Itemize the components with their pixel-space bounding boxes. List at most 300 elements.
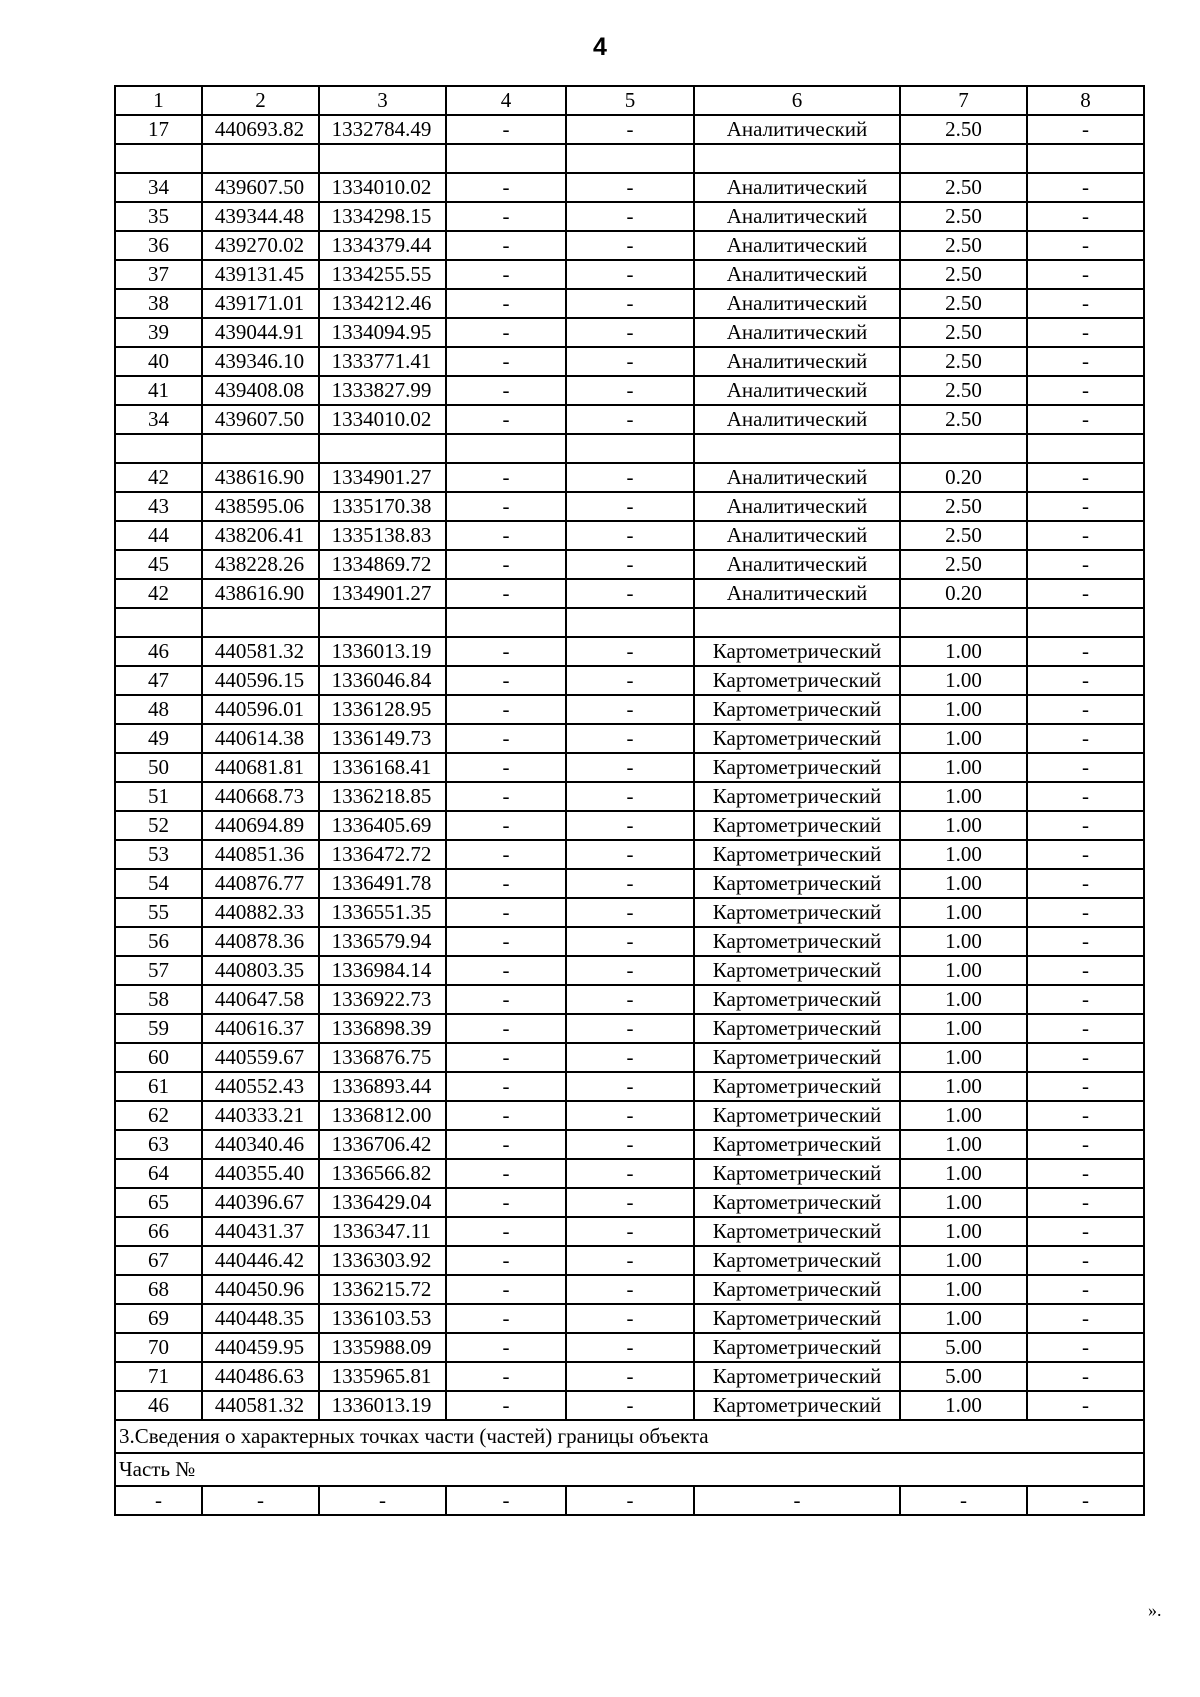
- col8-cell: -: [1027, 405, 1144, 434]
- method-cell: Аналитический: [694, 463, 900, 492]
- x-coordinate-cell: 440431.37: [202, 1217, 319, 1246]
- x-coordinate-cell: 440616.37: [202, 1014, 319, 1043]
- table-row: [115, 1130, 1144, 1159]
- x-coordinate-cell: 439607.50: [202, 173, 319, 202]
- x-coordinate-cell: 440448.35: [202, 1304, 319, 1333]
- accuracy-cell: 1.00: [900, 1072, 1027, 1101]
- method-cell: Картометрический: [694, 695, 900, 724]
- col4-cell: -: [446, 1246, 566, 1275]
- point-number-cell: 42: [115, 463, 202, 492]
- table-row: [115, 1159, 1144, 1188]
- method-cell: Аналитический: [694, 492, 900, 521]
- col5-cell: -: [566, 405, 694, 434]
- table-row: [115, 579, 1144, 608]
- col5-cell: -: [566, 927, 694, 956]
- col5-cell: -: [566, 521, 694, 550]
- accuracy-cell: 1.00: [900, 811, 1027, 840]
- point-number-cell: 38: [115, 289, 202, 318]
- col8-cell: [1027, 608, 1144, 637]
- col4-cell: -: [446, 1333, 566, 1362]
- col5-cell: -: [566, 1217, 694, 1246]
- y-coordinate-cell: 1332784.49: [319, 115, 446, 144]
- point-number-cell: 47: [115, 666, 202, 695]
- method-cell: Аналитический: [694, 115, 900, 144]
- col8-cell: -: [1027, 1130, 1144, 1159]
- col4-cell: -: [446, 637, 566, 666]
- y-coordinate-cell: 1336046.84: [319, 666, 446, 695]
- part-cell: -: [319, 1486, 446, 1515]
- col5-cell: -: [566, 289, 694, 318]
- col8-cell: -: [1027, 1362, 1144, 1391]
- accuracy-cell: 5.00: [900, 1362, 1027, 1391]
- part-cell: -: [446, 1486, 566, 1515]
- accuracy-cell: 2.50: [900, 492, 1027, 521]
- table-row: [115, 144, 1144, 173]
- col4-cell: -: [446, 405, 566, 434]
- accuracy-cell: 2.50: [900, 202, 1027, 231]
- col5-cell: -: [566, 869, 694, 898]
- point-number-cell: 57: [115, 956, 202, 985]
- point-number-cell: 59: [115, 1014, 202, 1043]
- col8-cell: -: [1027, 1101, 1144, 1130]
- accuracy-cell: 2.50: [900, 173, 1027, 202]
- point-number-cell: 56: [115, 927, 202, 956]
- accuracy-cell: 1.00: [900, 782, 1027, 811]
- accuracy-cell: 2.50: [900, 376, 1027, 405]
- table-row: [115, 869, 1144, 898]
- col4-cell: -: [446, 550, 566, 579]
- method-cell: [694, 608, 900, 637]
- col4-cell: -: [446, 1304, 566, 1333]
- y-coordinate-cell: 1335138.83: [319, 521, 446, 550]
- col5-cell: -: [566, 666, 694, 695]
- col4-cell: -: [446, 898, 566, 927]
- method-cell: Аналитический: [694, 173, 900, 202]
- method-cell: Картометрический: [694, 956, 900, 985]
- accuracy-cell: 2.50: [900, 550, 1027, 579]
- accuracy-cell: 2.50: [900, 115, 1027, 144]
- closing-quote-mark: ».: [1148, 1600, 1162, 1620]
- col8-cell: -: [1027, 1043, 1144, 1072]
- table-row: [115, 1246, 1144, 1275]
- col5-cell: -: [566, 347, 694, 376]
- table-row: [115, 347, 1144, 376]
- y-coordinate-cell: 1335988.09: [319, 1333, 446, 1362]
- y-coordinate-cell: 1336579.94: [319, 927, 446, 956]
- method-cell: Картометрический: [694, 1333, 900, 1362]
- col8-cell: -: [1027, 550, 1144, 579]
- part-row: [115, 1486, 1144, 1515]
- table-row: [115, 1362, 1144, 1391]
- point-number-cell: 35: [115, 202, 202, 231]
- method-cell: Картометрический: [694, 1362, 900, 1391]
- table-row: [115, 724, 1144, 753]
- col4-cell: -: [446, 753, 566, 782]
- col8-cell: -: [1027, 1304, 1144, 1333]
- method-cell: Картометрический: [694, 985, 900, 1014]
- x-coordinate-cell: 440803.35: [202, 956, 319, 985]
- x-coordinate-cell: 440878.36: [202, 927, 319, 956]
- method-cell: Картометрический: [694, 1391, 900, 1420]
- table-body: [115, 86, 1144, 1515]
- accuracy-cell: 2.50: [900, 405, 1027, 434]
- accuracy-cell: 1.00: [900, 666, 1027, 695]
- col4-cell: -: [446, 869, 566, 898]
- method-cell: Картометрический: [694, 1246, 900, 1275]
- accuracy-cell: [900, 608, 1027, 637]
- y-coordinate-cell: 1334010.02: [319, 405, 446, 434]
- col8-cell: -: [1027, 840, 1144, 869]
- col4-cell: -: [446, 1362, 566, 1391]
- col5-cell: -: [566, 1188, 694, 1217]
- x-coordinate-cell: 439131.45: [202, 260, 319, 289]
- x-coordinate-cell: 438616.90: [202, 579, 319, 608]
- x-coordinate-cell: [202, 608, 319, 637]
- col5-cell: -: [566, 1333, 694, 1362]
- x-coordinate-cell: 440486.63: [202, 1362, 319, 1391]
- x-coordinate-cell: 438595.06: [202, 492, 319, 521]
- x-coordinate-cell: 440450.96: [202, 1275, 319, 1304]
- y-coordinate-cell: 1334901.27: [319, 579, 446, 608]
- x-coordinate-cell: 440668.73: [202, 782, 319, 811]
- method-cell: Аналитический: [694, 260, 900, 289]
- col8-cell: [1027, 144, 1144, 173]
- col5-cell: -: [566, 376, 694, 405]
- point-number-cell: 70: [115, 1333, 202, 1362]
- y-coordinate-cell: 1336876.75: [319, 1043, 446, 1072]
- boundary-points-table: [114, 85, 1145, 1516]
- col8-cell: -: [1027, 637, 1144, 666]
- col8-cell: -: [1027, 202, 1144, 231]
- col8-cell: -: [1027, 1275, 1144, 1304]
- page-number: 4: [593, 33, 607, 61]
- col8-cell: -: [1027, 231, 1144, 260]
- col5-cell: -: [566, 260, 694, 289]
- col8-cell: -: [1027, 173, 1144, 202]
- point-number-cell: 63: [115, 1130, 202, 1159]
- y-coordinate-cell: 1336215.72: [319, 1275, 446, 1304]
- col8-cell: -: [1027, 782, 1144, 811]
- col4-cell: -: [446, 521, 566, 550]
- x-coordinate-cell: 440876.77: [202, 869, 319, 898]
- accuracy-cell: 1.00: [900, 1101, 1027, 1130]
- point-number-cell: 41: [115, 376, 202, 405]
- method-cell: Картометрический: [694, 898, 900, 927]
- method-cell: [694, 434, 900, 463]
- col4-cell: -: [446, 840, 566, 869]
- section-title-row: [115, 1420, 1144, 1453]
- x-coordinate-cell: 440459.95: [202, 1333, 319, 1362]
- col5-cell: -: [566, 898, 694, 927]
- col4-cell: -: [446, 1159, 566, 1188]
- col5-cell: -: [566, 1246, 694, 1275]
- point-number-cell: 44: [115, 521, 202, 550]
- col5-cell: -: [566, 1101, 694, 1130]
- table-row: [115, 173, 1144, 202]
- col4-cell: [446, 144, 566, 173]
- x-coordinate-cell: 439408.08: [202, 376, 319, 405]
- y-coordinate-cell: 1336566.82: [319, 1159, 446, 1188]
- col5-cell: -: [566, 202, 694, 231]
- column-header: 4: [446, 86, 566, 115]
- method-cell: Аналитический: [694, 579, 900, 608]
- point-number-cell: 54: [115, 869, 202, 898]
- point-number-cell: 65: [115, 1188, 202, 1217]
- point-number-cell: 55: [115, 898, 202, 927]
- y-coordinate-cell: 1336405.69: [319, 811, 446, 840]
- method-cell: Картометрический: [694, 1217, 900, 1246]
- col8-cell: -: [1027, 376, 1144, 405]
- x-coordinate-cell: 438616.90: [202, 463, 319, 492]
- method-cell: Аналитический: [694, 289, 900, 318]
- table-row: [115, 1275, 1144, 1304]
- accuracy-cell: 2.50: [900, 318, 1027, 347]
- col8-cell: -: [1027, 1014, 1144, 1043]
- col5-cell: -: [566, 840, 694, 869]
- column-header: 6: [694, 86, 900, 115]
- method-cell: Аналитический: [694, 202, 900, 231]
- col4-cell: -: [446, 985, 566, 1014]
- table-row: [115, 376, 1144, 405]
- y-coordinate-cell: 1336893.44: [319, 1072, 446, 1101]
- method-cell: Картометрический: [694, 1043, 900, 1072]
- table-row: [115, 115, 1144, 144]
- col4-cell: -: [446, 782, 566, 811]
- accuracy-cell: 0.20: [900, 579, 1027, 608]
- accuracy-cell: 1.00: [900, 753, 1027, 782]
- table-row: [115, 1391, 1144, 1420]
- x-coordinate-cell: 440581.32: [202, 1391, 319, 1420]
- method-cell: Картометрический: [694, 927, 900, 956]
- col5-cell: -: [566, 1072, 694, 1101]
- table-row: [115, 1217, 1144, 1246]
- y-coordinate-cell: 1336303.92: [319, 1246, 446, 1275]
- col4-cell: -: [446, 289, 566, 318]
- method-cell: Картометрический: [694, 840, 900, 869]
- table-row: [115, 318, 1144, 347]
- point-number-cell: 60: [115, 1043, 202, 1072]
- accuracy-cell: 2.50: [900, 231, 1027, 260]
- col4-cell: -: [446, 1391, 566, 1420]
- accuracy-cell: 1.00: [900, 985, 1027, 1014]
- col4-cell: -: [446, 1101, 566, 1130]
- y-coordinate-cell: 1336922.73: [319, 985, 446, 1014]
- col4-cell: [446, 608, 566, 637]
- section-3-title: 3.Сведения о характерных точках части (частей) границы объекта: [115, 1420, 1144, 1453]
- accuracy-cell: 1.00: [900, 637, 1027, 666]
- y-coordinate-cell: 1336128.95: [319, 695, 446, 724]
- y-coordinate-cell: 1334255.55: [319, 260, 446, 289]
- y-coordinate-cell: 1336429.04: [319, 1188, 446, 1217]
- table-row: [115, 695, 1144, 724]
- col8-cell: -: [1027, 869, 1144, 898]
- table-row: [115, 1014, 1144, 1043]
- col4-cell: -: [446, 231, 566, 260]
- point-number-cell: 67: [115, 1246, 202, 1275]
- col5-cell: -: [566, 782, 694, 811]
- y-coordinate-cell: 1334379.44: [319, 231, 446, 260]
- part-cell: -: [1027, 1486, 1144, 1515]
- table-row: [115, 927, 1144, 956]
- col4-cell: -: [446, 1014, 566, 1043]
- point-number-cell: 43: [115, 492, 202, 521]
- method-cell: Аналитический: [694, 231, 900, 260]
- table-row: [115, 521, 1144, 550]
- col5-cell: -: [566, 231, 694, 260]
- y-coordinate-cell: 1336706.42: [319, 1130, 446, 1159]
- method-cell: Картометрический: [694, 753, 900, 782]
- method-cell: Аналитический: [694, 376, 900, 405]
- accuracy-cell: 1.00: [900, 927, 1027, 956]
- col8-cell: -: [1027, 898, 1144, 927]
- accuracy-cell: 1.00: [900, 1304, 1027, 1333]
- y-coordinate-cell: 1334212.46: [319, 289, 446, 318]
- y-coordinate-cell: [319, 608, 446, 637]
- part-label-row: [115, 1453, 1144, 1486]
- point-number-cell: 36: [115, 231, 202, 260]
- method-cell: Аналитический: [694, 405, 900, 434]
- x-coordinate-cell: 440681.81: [202, 753, 319, 782]
- col4-cell: -: [446, 260, 566, 289]
- part-cell: -: [900, 1486, 1027, 1515]
- col5-cell: -: [566, 695, 694, 724]
- point-number-cell: 34: [115, 405, 202, 434]
- accuracy-cell: 1.00: [900, 1275, 1027, 1304]
- method-cell: Картометрический: [694, 1188, 900, 1217]
- col5-cell: -: [566, 637, 694, 666]
- method-cell: Аналитический: [694, 550, 900, 579]
- accuracy-cell: [900, 144, 1027, 173]
- col4-cell: -: [446, 579, 566, 608]
- point-number-cell: 51: [115, 782, 202, 811]
- table-row: [115, 811, 1144, 840]
- x-coordinate-cell: 439344.48: [202, 202, 319, 231]
- col5-cell: -: [566, 1304, 694, 1333]
- x-coordinate-cell: 440446.42: [202, 1246, 319, 1275]
- col4-cell: -: [446, 173, 566, 202]
- col5-cell: [566, 434, 694, 463]
- accuracy-cell: 1.00: [900, 1217, 1027, 1246]
- method-cell: Аналитический: [694, 318, 900, 347]
- table-row: [115, 782, 1144, 811]
- x-coordinate-cell: 440851.36: [202, 840, 319, 869]
- point-number-cell: 68: [115, 1275, 202, 1304]
- point-number-cell: 61: [115, 1072, 202, 1101]
- col4-cell: -: [446, 202, 566, 231]
- col5-cell: -: [566, 1159, 694, 1188]
- part-cell: -: [694, 1486, 900, 1515]
- col4-cell: [446, 434, 566, 463]
- y-coordinate-cell: 1336898.39: [319, 1014, 446, 1043]
- y-coordinate-cell: [319, 144, 446, 173]
- col8-cell: -: [1027, 492, 1144, 521]
- col5-cell: -: [566, 550, 694, 579]
- col5-cell: -: [566, 579, 694, 608]
- column-header: 8: [1027, 86, 1144, 115]
- col5-cell: -: [566, 985, 694, 1014]
- column-header: 2: [202, 86, 319, 115]
- x-coordinate-cell: 440693.82: [202, 115, 319, 144]
- y-coordinate-cell: 1335965.81: [319, 1362, 446, 1391]
- x-coordinate-cell: 440340.46: [202, 1130, 319, 1159]
- col4-cell: -: [446, 956, 566, 985]
- accuracy-cell: 1.00: [900, 1130, 1027, 1159]
- point-number-cell: 42: [115, 579, 202, 608]
- y-coordinate-cell: 1336103.53: [319, 1304, 446, 1333]
- x-coordinate-cell: 440882.33: [202, 898, 319, 927]
- col4-cell: -: [446, 724, 566, 753]
- accuracy-cell: 1.00: [900, 724, 1027, 753]
- x-coordinate-cell: 440694.89: [202, 811, 319, 840]
- point-number-cell: 49: [115, 724, 202, 753]
- table-row: [115, 1043, 1144, 1072]
- col8-cell: -: [1027, 956, 1144, 985]
- y-coordinate-cell: 1336491.78: [319, 869, 446, 898]
- point-number-cell: 62: [115, 1101, 202, 1130]
- x-coordinate-cell: 439171.01: [202, 289, 319, 318]
- x-coordinate-cell: 440614.38: [202, 724, 319, 753]
- point-number-cell: 58: [115, 985, 202, 1014]
- x-coordinate-cell: [202, 434, 319, 463]
- column-header: 1: [115, 86, 202, 115]
- method-cell: Картометрический: [694, 1014, 900, 1043]
- column-header: 7: [900, 86, 1027, 115]
- y-coordinate-cell: 1336551.35: [319, 898, 446, 927]
- table-row: [115, 985, 1144, 1014]
- method-cell: Картометрический: [694, 1101, 900, 1130]
- point-number-cell: 52: [115, 811, 202, 840]
- col8-cell: -: [1027, 289, 1144, 318]
- col4-cell: -: [446, 1217, 566, 1246]
- table-row: [115, 1333, 1144, 1362]
- table-row: [115, 898, 1144, 927]
- point-number-cell: 46: [115, 637, 202, 666]
- table-row: [115, 405, 1144, 434]
- table-row: [115, 753, 1144, 782]
- col8-cell: -: [1027, 260, 1144, 289]
- col8-cell: -: [1027, 753, 1144, 782]
- x-coordinate-cell: 440559.67: [202, 1043, 319, 1072]
- col5-cell: -: [566, 115, 694, 144]
- y-coordinate-cell: 1336472.72: [319, 840, 446, 869]
- method-cell: Картометрический: [694, 869, 900, 898]
- point-number-cell: [115, 434, 202, 463]
- accuracy-cell: 1.00: [900, 869, 1027, 898]
- x-coordinate-cell: 438228.26: [202, 550, 319, 579]
- y-coordinate-cell: 1336013.19: [319, 1391, 446, 1420]
- col8-cell: -: [1027, 347, 1144, 376]
- method-cell: Картометрический: [694, 1275, 900, 1304]
- col8-cell: -: [1027, 811, 1144, 840]
- col5-cell: -: [566, 1362, 694, 1391]
- col8-cell: -: [1027, 1246, 1144, 1275]
- col5-cell: [566, 608, 694, 637]
- y-coordinate-cell: 1336347.11: [319, 1217, 446, 1246]
- table-row: [115, 434, 1144, 463]
- accuracy-cell: 5.00: [900, 1333, 1027, 1362]
- point-number-cell: 64: [115, 1159, 202, 1188]
- table-row: [115, 1304, 1144, 1333]
- col5-cell: -: [566, 463, 694, 492]
- col8-cell: -: [1027, 695, 1144, 724]
- point-number-cell: 37: [115, 260, 202, 289]
- method-cell: Картометрический: [694, 1072, 900, 1101]
- x-coordinate-cell: 440581.32: [202, 637, 319, 666]
- x-coordinate-cell: 440596.15: [202, 666, 319, 695]
- col8-cell: -: [1027, 927, 1144, 956]
- col4-cell: -: [446, 1072, 566, 1101]
- point-number-cell: [115, 608, 202, 637]
